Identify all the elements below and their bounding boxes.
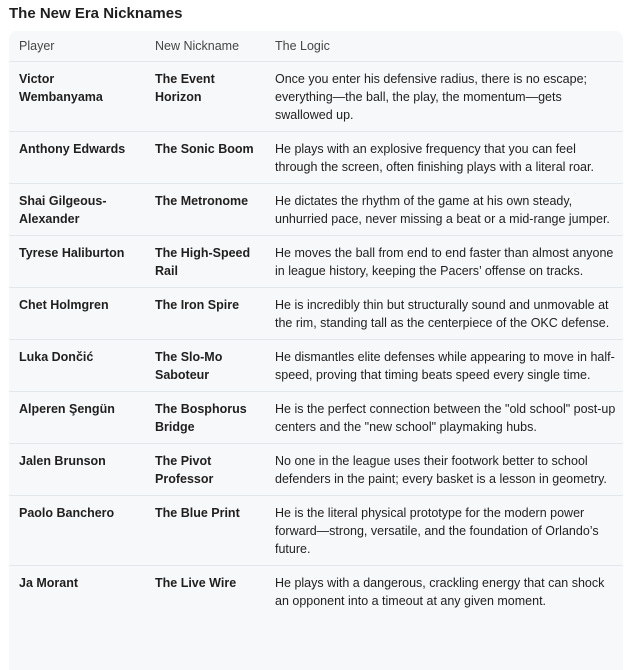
- nickname-cell: The Bosphorus Bridge: [145, 392, 265, 444]
- player-cell: Chet Holmgren: [9, 288, 145, 340]
- nickname-cell: The Blue Print: [145, 496, 265, 566]
- logic-cell: He plays with a dangerous, crackling energy that can shock an opponent into a timeout at any given moment.: [275, 576, 605, 608]
- player-cell: Luka Dončić: [9, 340, 145, 392]
- page-title: The New Era Nicknames: [9, 5, 183, 22]
- logic-cell: He dictates the rhythm of the game at his own steady, unhurried pace, never missing a beat or a mid-range jumper.: [265, 184, 623, 236]
- table-row: [9, 496, 623, 566]
- logic-cell: Once you enter his defensive radius, there is no escape; everything—the ball, the play, the momentum—gets swallowed up.: [265, 62, 623, 132]
- table-row: [9, 236, 623, 288]
- player-cell: Tyrese Haliburton: [9, 236, 145, 288]
- nicknames-table-container: [9, 31, 623, 670]
- table-row: [9, 444, 623, 496]
- logic-cell: No one in the league uses their footwork better to school defenders in the paint; every basket is a lesson in geometry.: [265, 444, 623, 496]
- nickname-cell: The Live Wire: [155, 576, 237, 590]
- nickname-cell: The Metronome: [145, 184, 265, 236]
- logic-cell: He dismantles elite defenses while appearing to move in half-speed, proving that timing beats speed every single time.: [265, 340, 623, 392]
- player-cell: Victor Wembanyama: [9, 62, 145, 132]
- nickname-cell: The Sonic Boom: [145, 132, 265, 184]
- player-cell: Shai Gilgeous-Alexander: [9, 184, 145, 236]
- logic-cell: He is incredibly thin but structurally sound and unmovable at the rim, standing tall as the centerpiece of the OKC defense.: [265, 288, 623, 340]
- player-cell: Paolo Banchero: [9, 496, 145, 566]
- nickname-cell: The Iron Spire: [145, 288, 265, 340]
- column-header-player: Player: [9, 31, 145, 62]
- logic-cell: He is the literal physical prototype for the modern power forward—strong, versatile, and the foundation of Orlando’s future.: [265, 496, 623, 566]
- player-cell: Jalen Brunson: [9, 444, 145, 496]
- table-row: [9, 288, 623, 340]
- player-cell: Alperen Şengün: [9, 392, 145, 444]
- player-cell: Anthony Edwards: [9, 132, 145, 184]
- nickname-cell: The Event Horizon: [145, 62, 265, 132]
- nickname-cell: The Pivot Professor: [145, 444, 265, 496]
- nickname-cell: The High-Speed Rail: [145, 236, 265, 288]
- table-row: [9, 132, 623, 184]
- logic-cell: He moves the ball from end to end faster than almost anyone in league history, keeping the Pacers’ offense on tracks.: [265, 236, 623, 288]
- table-row: [9, 184, 623, 236]
- column-header-nickname: New Nickname: [145, 31, 265, 62]
- logic-cell: He plays with an explosive frequency that you can feel through the screen, often finishing plays with a literal roar.: [265, 132, 623, 184]
- player-cell: Ja Morant: [19, 576, 79, 590]
- table-row: [9, 62, 623, 132]
- table-header-row: [9, 31, 623, 62]
- nicknames-table: [9, 31, 623, 617]
- table-row: [9, 566, 623, 618]
- logic-cell: He is the perfect connection between the "old school" post-up centers and the "new school" playmaking hubs.: [265, 392, 623, 444]
- column-header-logic: The Logic: [265, 31, 623, 62]
- table-row: [9, 340, 623, 392]
- nickname-cell: The Slo-Mo Saboteur: [145, 340, 265, 392]
- table-row: [9, 392, 623, 444]
